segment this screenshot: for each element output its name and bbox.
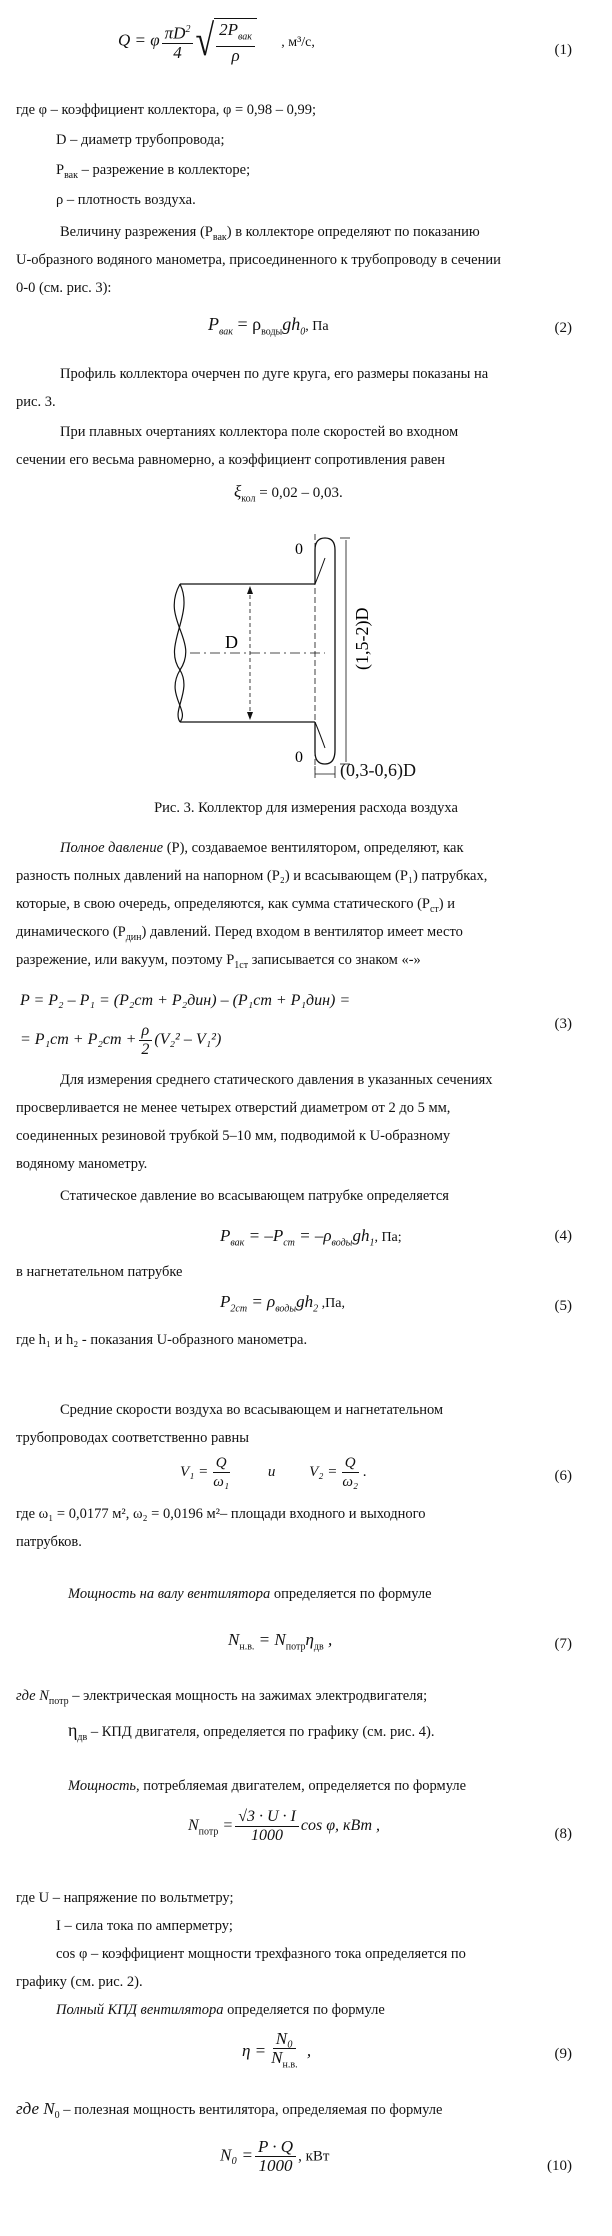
para14-rest: , потребляемая двигателем, определяется по формуле xyxy=(136,1778,466,1794)
eq1-num: πD xyxy=(164,24,186,44)
equation-8 xyxy=(188,1808,380,1845)
para4-line2: разность полных давлений на напорном (P₂) и всасывающем (P₁) патрубках, xyxy=(16,868,488,884)
eq9-tail: , xyxy=(302,2041,312,2061)
eq6-w2: ω₂ xyxy=(342,1474,359,1490)
eq7-mid-sub: потр xyxy=(285,1641,306,1653)
para8: где h₁ и h₂ - показания U-образного манометра. xyxy=(16,1332,308,1348)
para1-a: Величину разрежения (Р xyxy=(60,224,213,240)
eq5-p: P xyxy=(220,1292,231,1311)
para2-line2: рис. 3. xyxy=(16,394,56,410)
eq3-line2 xyxy=(20,1022,221,1059)
eq7-lhs-sub: н.в. xyxy=(239,1641,255,1653)
eq8-number: (8) xyxy=(554,1826,572,1842)
para1-sub: вак xyxy=(212,231,227,243)
eq6-v1: V₁ = xyxy=(180,1463,209,1480)
eq4-number: (4) xyxy=(554,1228,572,1244)
eq9-den-sub: н.в. xyxy=(282,2059,298,2071)
label-height: (1,5-2)D xyxy=(352,607,372,670)
eq2-number: (2) xyxy=(554,320,572,336)
eq3-line2a: = P₁ст + P₂ст + xyxy=(20,1031,137,1049)
eq2-lhs: P xyxy=(208,314,219,334)
eq6-and: и xyxy=(267,1463,276,1480)
para15-lead: Полный КПД вентилятора xyxy=(56,2002,224,2018)
eq4-rest: = –P xyxy=(244,1226,284,1245)
eq10-tail: , кВт xyxy=(298,2148,330,2165)
para12 xyxy=(16,1686,572,1712)
para13-pre: η xyxy=(68,1720,78,1740)
collector-arc-bottom xyxy=(315,722,325,748)
para11-lead: Мощность на валу вентилятора xyxy=(68,1586,271,1602)
para4-lead: Полное давление xyxy=(60,840,164,856)
figure-caption: Рис. 3. Коллектор для измерения расхода воздуха xyxy=(154,800,458,816)
para6: Статическое давление во всасывающем патрубке определяется xyxy=(60,1188,449,1204)
para1-line1 xyxy=(60,222,572,248)
eq1-units: , м³/с, xyxy=(281,34,315,50)
eq2-rhs: = ρ xyxy=(232,314,262,334)
eq8-tail: cos φ, кВт , xyxy=(300,1817,381,1835)
para1-line3: 0-0 (см. рис. 3): xyxy=(16,280,112,296)
eq5-sub: 2ст xyxy=(230,1303,248,1315)
para16 xyxy=(16,2098,572,2126)
para3-line2: сечении его весьма равномерно, а коэффициент сопротивления равен xyxy=(16,452,446,468)
para13-rest: – КПД двигателя, определяется по графику (см. рис. 4). xyxy=(87,1724,435,1740)
para16-sub: 0 xyxy=(54,2109,60,2121)
eq4-p: P xyxy=(220,1226,231,1245)
def-pvak-sub: вак xyxy=(64,169,78,181)
eq8-eq: = xyxy=(218,1817,234,1835)
para4-l5-sub: 1ст xyxy=(234,959,249,971)
equation-2 xyxy=(208,314,329,338)
para4-line4 xyxy=(16,922,572,948)
eq4-sub2: ст xyxy=(283,1237,295,1249)
eq1-den: 4 xyxy=(173,43,182,63)
para14-lead: Мощность xyxy=(68,1778,137,1794)
collector-figure xyxy=(150,530,480,780)
eq7-tail: , xyxy=(323,1630,333,1649)
para2-line1: Профиль коллектора очерчен по дуге круга, его размеры показаны на xyxy=(60,366,489,382)
def-rho xyxy=(56,190,572,211)
eq8-lhs-sub: потр xyxy=(198,1826,219,1838)
para4-l5: разрежение, или вакуум, поэтому P xyxy=(16,952,235,968)
eq8-lhs: N xyxy=(188,1817,199,1835)
eq5-sub3: 2 xyxy=(313,1303,319,1315)
eq1-fraction xyxy=(162,21,194,62)
label-d: D xyxy=(225,632,238,652)
eq5-rest2: gh xyxy=(296,1292,314,1311)
para11-rest: определяется по формуле xyxy=(270,1586,432,1602)
label-width: (0,3-0,6)D xyxy=(340,760,416,780)
para4-l3-tail: ) и xyxy=(438,896,455,912)
equation-9 xyxy=(242,2030,311,2074)
para16-pre: где N xyxy=(16,2099,55,2118)
xi-sym: ξ xyxy=(234,482,242,501)
para14 xyxy=(68,1776,572,1797)
def-i: I – сила тока по амперметру; xyxy=(56,1918,233,1934)
para1-line2: U-образного водяного манометра, присоединенного к трубопроводу в сечении xyxy=(16,252,501,268)
xi-value: = 0,02 – 0,03. xyxy=(255,485,343,501)
eq1-rad-num: 2P xyxy=(219,20,239,39)
para15-rest: определяется по формуле xyxy=(223,2002,385,2018)
para9-line1: Средние скорости воздуха во всасывающем и нагнетательном xyxy=(60,1402,444,1418)
eq4-sub4: 1 xyxy=(369,1237,375,1249)
para9-line2: трубопроводах соответственно равны xyxy=(16,1430,249,1446)
equation-1 xyxy=(118,18,315,65)
eq9-number: (9) xyxy=(554,2046,572,2062)
eq9-den: N xyxy=(271,2048,283,2067)
eq1-lhs: Q = φ xyxy=(118,30,160,50)
eq2-units: , Па xyxy=(305,319,329,334)
para5-line3: соединенных резиновой трубкой 5–10 мм, подводимой к U-образному xyxy=(16,1128,451,1144)
eq2-tail: gh xyxy=(282,314,301,334)
eq5-sub2: воды xyxy=(275,1303,297,1315)
eq5-tail: ,Па, xyxy=(318,1296,345,1311)
eq7-eta: η xyxy=(305,1630,314,1649)
eq4-rest3: gh xyxy=(352,1226,370,1245)
def-phi xyxy=(16,100,572,121)
para4-line1 xyxy=(60,838,572,859)
para4-l4-tail: ) давлений. Перед входом в вентилятор имеет место xyxy=(141,924,463,940)
diameter-arrow-bottom xyxy=(247,712,253,720)
para3-line1: При плавных очертаниях коллектора поле скоростей во входном xyxy=(60,424,459,440)
def-diameter xyxy=(56,130,572,151)
para12-rest: – электрическая мощность на зажимах электродвигателя; xyxy=(68,1688,428,1704)
para11 xyxy=(68,1584,572,1605)
para7: в нагнетательном патрубке xyxy=(16,1264,183,1280)
eq3-number: (3) xyxy=(554,1016,572,1032)
para4-line3 xyxy=(16,894,572,920)
eq9-lhs: η = xyxy=(242,2041,267,2061)
para12-pre: где N xyxy=(16,1688,49,1704)
eq9-num: N₀ xyxy=(273,2030,296,2049)
def-cos-line2: графику (см. рис. 2). xyxy=(16,1974,143,1990)
xi-sub: кол xyxy=(241,493,256,505)
eq6-number: (6) xyxy=(554,1468,572,1484)
para5-line1: Для измерения среднего статического давления в указанных сечениях xyxy=(60,1072,493,1088)
para4-l3: которые, в свою очередь, определяются, как сумма статического (P xyxy=(16,896,430,912)
eq1-num-sup: 2 xyxy=(185,24,191,36)
eq7-lhs: N xyxy=(228,1630,240,1649)
def-diameter-text: D – диаметр трубопровода; xyxy=(56,132,225,148)
eq2-rhs-sub: воды xyxy=(261,326,283,338)
eq7-eta-sub: дв xyxy=(313,1641,324,1653)
eq5-number: (5) xyxy=(554,1298,572,1314)
eq10-number: (10) xyxy=(547,2158,572,2174)
para10-line1: где ω₁ = 0,0177 м², ω₂ = 0,0196 м²– площади входного и выходного xyxy=(16,1506,426,1522)
para5-line4: водяному манометру. xyxy=(16,1156,148,1172)
para13 xyxy=(68,1720,572,1748)
eq1-sqrt: √ $\frac{2P_{вак}}{\rho}$ xyxy=(195,18,257,65)
def-u: где U – напряжение по вольтметру; xyxy=(16,1890,234,1906)
def-pvak-p: P xyxy=(56,162,65,178)
eq4-rest2: = –ρ xyxy=(294,1226,332,1245)
eq6-q1: Q xyxy=(213,1454,230,1473)
eq1-number: (1) xyxy=(554,42,572,58)
para1-b: ) в коллекторе определяют по показанию xyxy=(226,224,480,240)
def-cos-line1: cos φ – коэффициент мощности трехфазного тока определяется по xyxy=(56,1946,466,1962)
eq2-lhs-sub: вак xyxy=(219,326,233,338)
def-pvak xyxy=(56,160,572,186)
eq3-frac-den: 2 xyxy=(141,1041,150,1058)
para4-l1: (P), создаваемое вентилятором, определяют, как xyxy=(163,840,464,856)
eq1-rad-sub: вак xyxy=(238,31,252,43)
xi-equation xyxy=(234,482,343,504)
para4-l4-sub: дин xyxy=(125,931,142,943)
equation-10 xyxy=(220,2138,329,2175)
eq6-q2: Q xyxy=(342,1454,359,1473)
collector-arc-top xyxy=(315,558,325,584)
equation-4 xyxy=(220,1226,402,1248)
para4-line5 xyxy=(16,950,572,976)
equation-6 xyxy=(180,1454,367,1491)
para10-line2: патрубков. xyxy=(16,1534,82,1550)
eq5-rest: = ρ xyxy=(247,1292,276,1311)
eq6-v2: V₂ = xyxy=(309,1463,338,1480)
eq8-num: √3 · U · I xyxy=(235,1808,299,1827)
def-rho-text: ρ – плотность воздуха. xyxy=(56,192,196,208)
eq6-w1: ω₁ xyxy=(213,1474,230,1490)
para4-l3-sub: ст xyxy=(429,903,439,915)
eq10-num: P · Q xyxy=(255,2138,296,2157)
eq10-lhs: N₀ = xyxy=(220,2145,253,2165)
eq4-sub: вак xyxy=(230,1237,245,1249)
equation-5 xyxy=(220,1292,345,1314)
eq10-den: 1000 xyxy=(258,2156,293,2175)
equation-7 xyxy=(228,1630,332,1652)
para4-l5-tail: записывается со знаком «-» xyxy=(248,952,421,968)
para5-line2: просверливается не менее четырех отверстий диаметром от 2 до 5 мм, xyxy=(16,1100,451,1116)
eq7-mid: = N xyxy=(254,1630,286,1649)
eq4-sub3: воды xyxy=(331,1237,353,1249)
label-zero-bottom: 0 xyxy=(295,749,303,766)
eq1-rad-den: ρ xyxy=(231,46,240,66)
pipe-break-wave-2 xyxy=(174,584,184,722)
para4-l4: динамического (P xyxy=(16,924,126,940)
eq8-den: 1000 xyxy=(251,1827,284,1844)
para16-rest: – полезная мощность вентилятора, определяемая по формуле xyxy=(59,2102,443,2118)
eq3-frac-num: ρ xyxy=(139,1022,153,1041)
eq7-number: (7) xyxy=(554,1636,572,1652)
def-pvak-rest: – разрежение в коллекторе; xyxy=(77,162,251,178)
para12-sub: потр xyxy=(48,1695,69,1707)
para13-sub: дв xyxy=(77,1731,88,1743)
diameter-arrow-top xyxy=(247,586,253,594)
def-phi-text: где φ – коэффициент коллектора, φ = 0,98 – 0,99; xyxy=(16,102,317,118)
para15 xyxy=(56,2000,572,2021)
eq3-line2b: (V₂² – V₁²) xyxy=(154,1031,222,1049)
label-zero-top: 0 xyxy=(295,541,303,558)
eq6-dot: . xyxy=(363,1463,367,1480)
eq3-line1: P = P₂ – P₁ = (P₂ст + P₂дин) – (P₁ст + P₁дин) = xyxy=(20,992,351,1009)
eq4-tail: , Па; xyxy=(374,1230,402,1245)
eq2-tail-sub: 0 xyxy=(300,326,306,338)
